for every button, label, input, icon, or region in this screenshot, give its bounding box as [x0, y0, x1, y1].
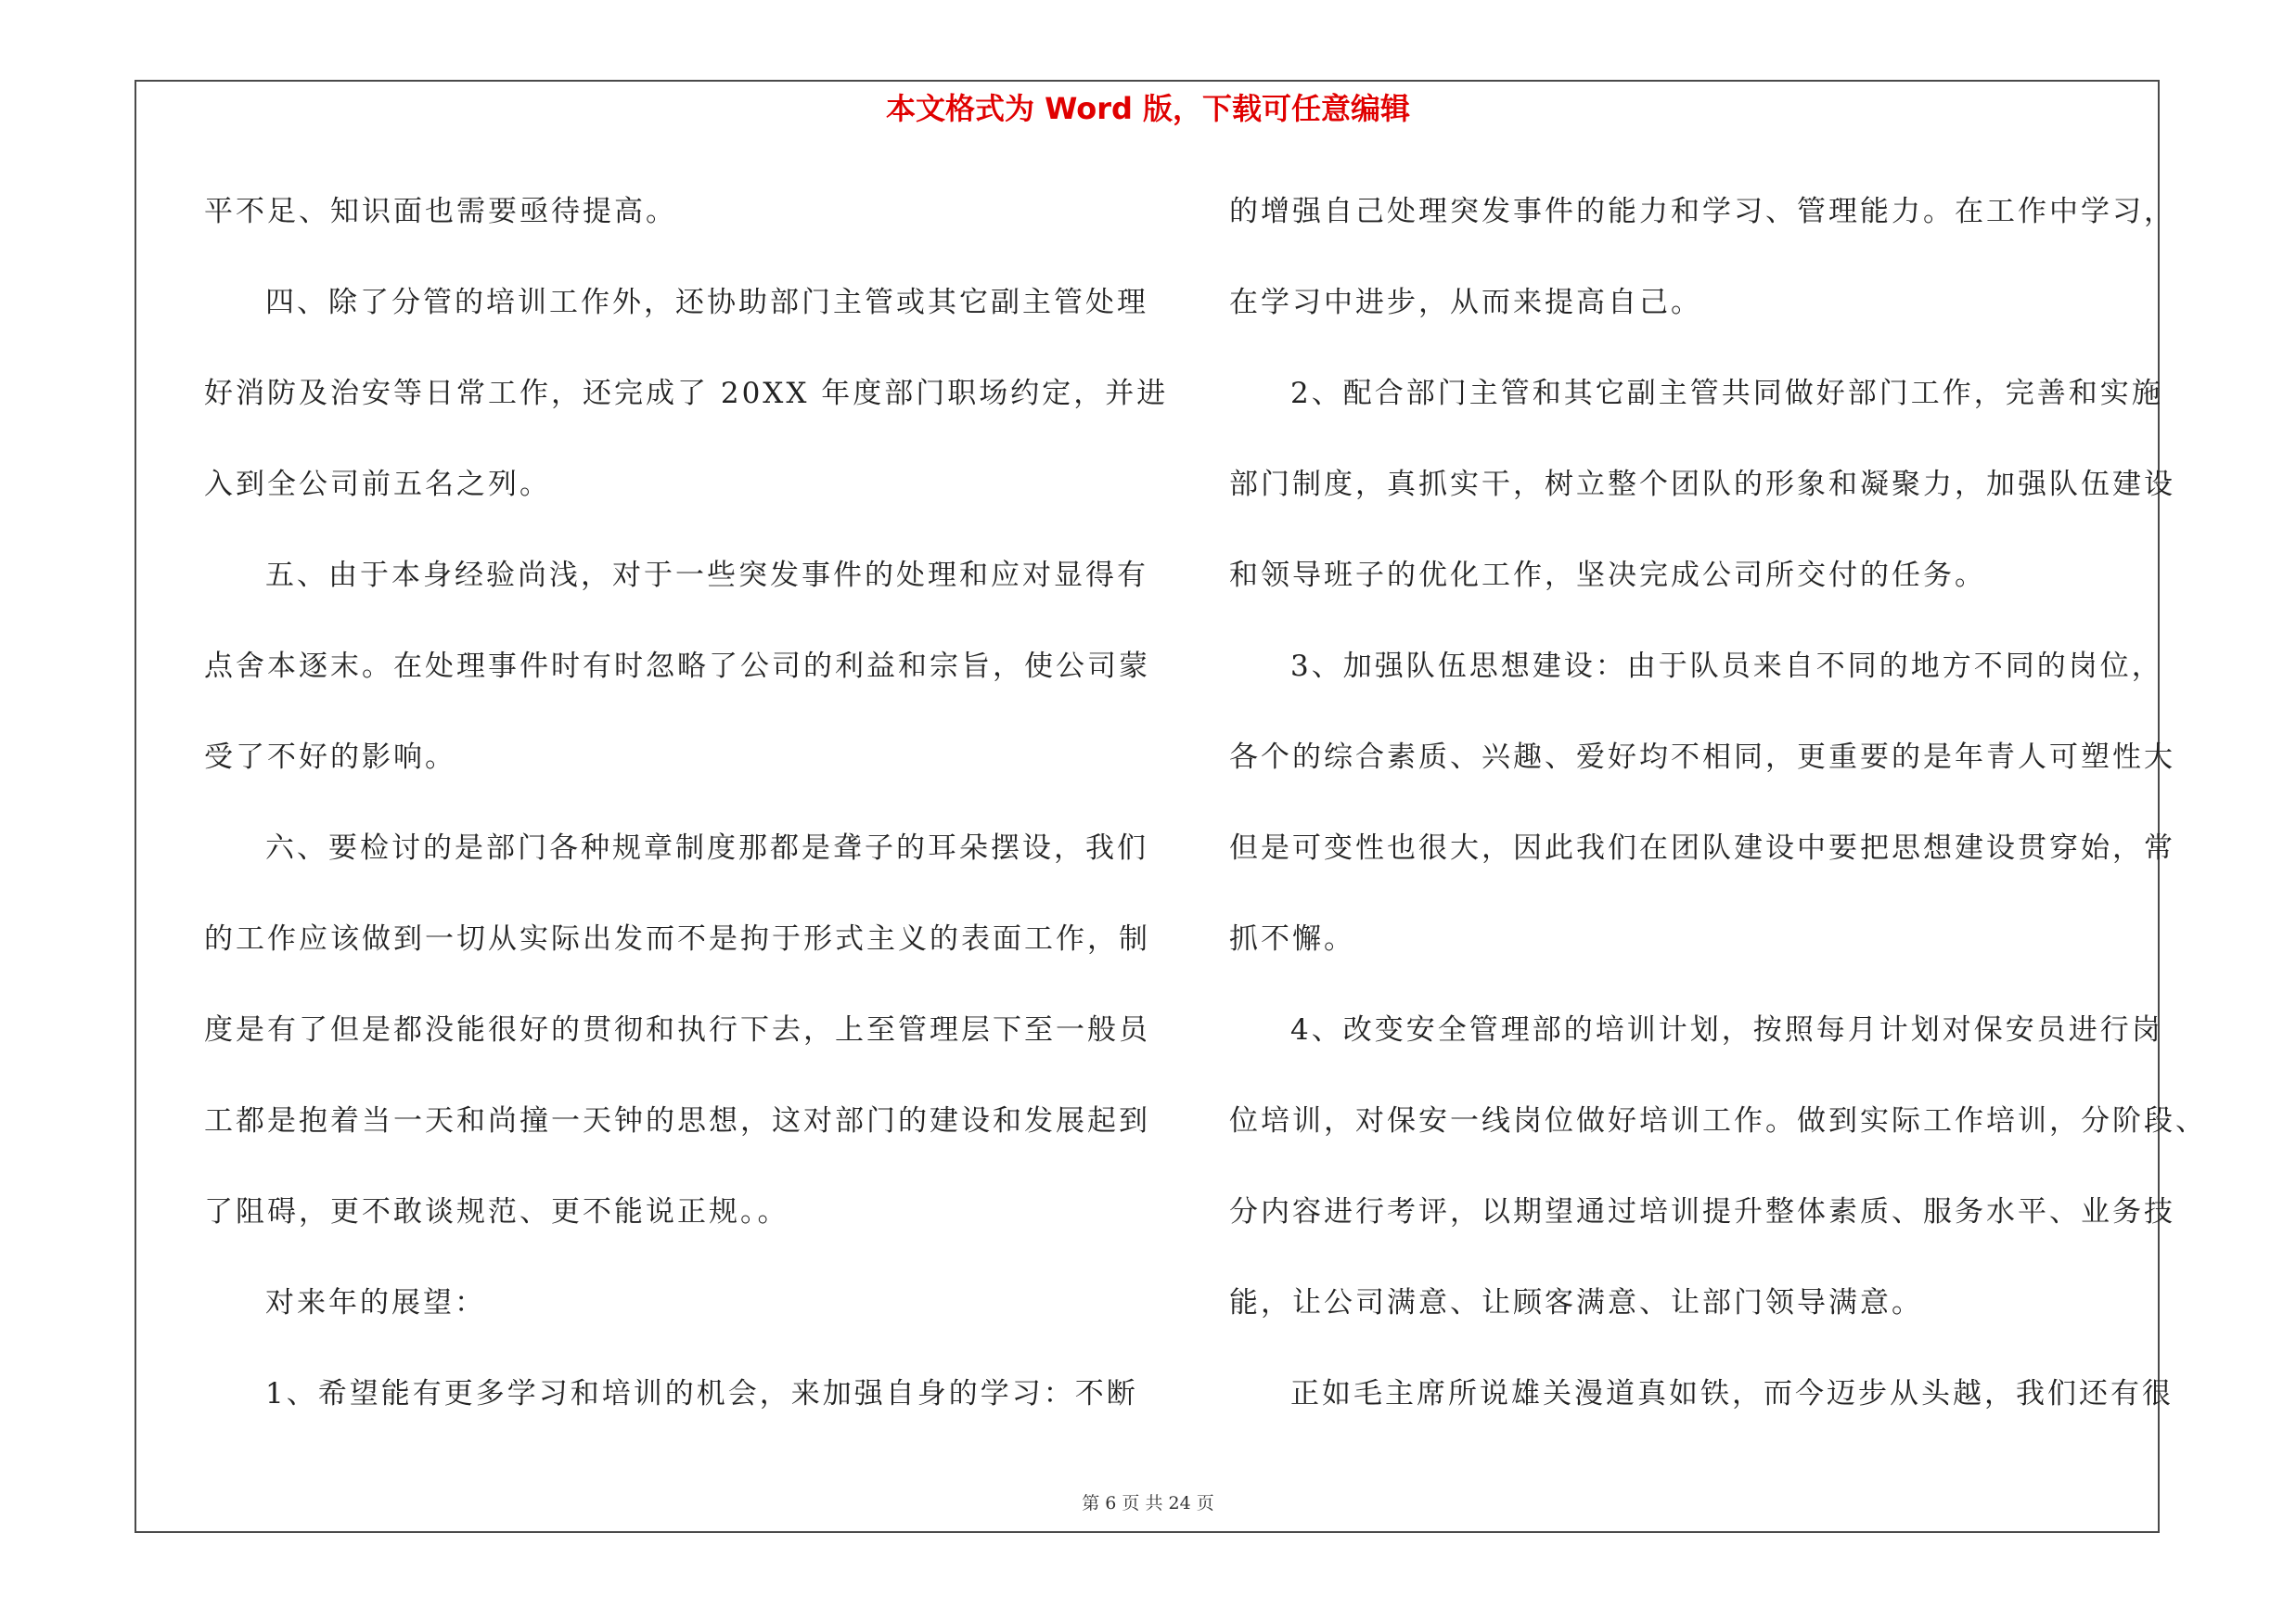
right-line-3: 2、配合部门主管和其它副主管共同做好部门工作，完善和实施 — [1290, 377, 2163, 410]
page-number-footer: 第 6 页 共 24 页 — [1082, 1493, 1214, 1514]
left-text-column — [204, 184, 1169, 1457]
left-line-3: 好消防及治安等日常工作，还完成了 20XX 年度部门职场约定，并进 — [204, 377, 1169, 410]
right-line-1: 的增强自己处理突发事件的能力和学习、管理能力。在工作中学习， — [1229, 195, 2175, 228]
left-line-11: 工都是抱着当一天和尚撞一天钟的思想，这对部门的建设和发展起到 — [204, 1104, 1150, 1138]
left-line-12: 了阻碍，更不敢谈规范、更不能说正规。。 — [204, 1195, 789, 1229]
right-line-13: 能，让公司满意、让顾客满意、让部门领导满意。 — [1229, 1286, 1923, 1320]
right-text-column — [1229, 184, 2207, 1457]
right-line-2: 在学习中进步，从而来提高自己。 — [1229, 286, 1702, 319]
right-line-12: 分内容进行考评，以期望通过培训提升整体素质、服务水平、业务技 — [1229, 1195, 2175, 1229]
left-line-7: 受了不好的影响。 — [204, 741, 456, 774]
right-line-10: 4、改变安全管理部的培训计划，按照每月计划对保安员进行岗 — [1290, 1013, 2163, 1047]
right-line-7: 各个的综合素质、兴趣、爱好均不相同，更重要的是年青人可塑性大 — [1229, 741, 2175, 774]
right-line-8: 但是可变性也很大，因此我们在团队建设中要把思想建设贯穿始，常 — [1229, 831, 2175, 865]
right-line-4: 部门制度，真抓实干，树立整个团队的形象和凝聚力，加强队伍建设 — [1229, 468, 2175, 501]
left-line-2: 四、除了分管的培训工作外，还协助部门主管或其它副主管处理 — [265, 286, 1148, 319]
left-line-10: 度是有了但是都没能很好的贯彻和执行下去，上至管理层下至一般员 — [204, 1013, 1150, 1047]
header-banner: 本文格式为 Word 版，下载可任意编辑 — [885, 91, 1411, 126]
left-line-14: 1、希望能有更多学习和培训的机会，来加强自身的学习：不断 — [265, 1377, 1138, 1410]
right-line-11: 位培训，对保安一线岗位做好培训工作。做到实际工作培训，分阶段、 — [1229, 1104, 2207, 1138]
right-line-14: 正如毛主席所说雄关漫道真如铁，而今迈步从头越，我们还有很 — [1290, 1377, 2174, 1410]
right-line-5: 和领导班子的优化工作，坚决完成公司所交付的任务。 — [1229, 559, 1986, 592]
right-line-9: 抓不懈。 — [1229, 922, 1355, 956]
left-line-4: 入到全公司前五名之列。 — [204, 468, 551, 501]
left-line-1: 平不足、知识面也需要亟待提高。 — [204, 195, 677, 228]
left-line-6: 点舍本逐末。在处理事件时有时忽略了公司的利益和宗旨，使公司蒙 — [204, 650, 1150, 683]
left-line-5: 五、由于本身经验尚浅，对于一些突发事件的处理和应对显得有 — [265, 559, 1148, 592]
left-line-13: 对来年的展望： — [265, 1286, 486, 1320]
left-line-8: 六、要检讨的是部门各种规章制度那都是聋子的耳朵摆设，我们 — [265, 831, 1148, 865]
right-line-6: 3、加强队伍思想建设：由于队员来自不同的地方不同的岗位， — [1290, 650, 2163, 683]
left-line-9: 的工作应该做到一切从实际出发而不是拘于形式主义的表面工作，制 — [204, 922, 1150, 956]
